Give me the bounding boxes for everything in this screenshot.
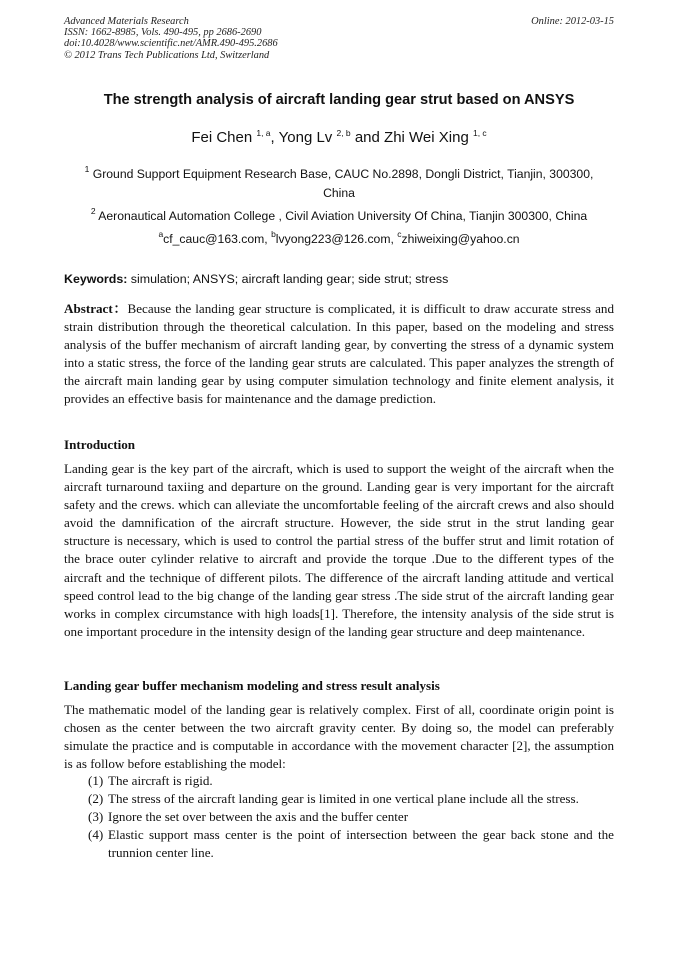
introduction-paragraph: Landing gear is the key part of the aircraft, which is used to support the weight of the aircraft when the aircraft turnaround taxiing and departure on the ground. Landing gear is very important for the aircraft safety and the crews. which can alleviate the uncomfortable feeling of the aircraft crews and also should avoid the damnification of the aircraft structure. However, the side strut in the strut landing gear structure is necessary, which is used to control the partial stress of the buffer strut and limit rotation of the brace outer cylinder relative to aircraft and provide the torque .Due to the different types of the aircraft and the technique of different pilots. The difference of the aircraft landing attitude and vertical speed control lead to the big change of the landing gear stress .The side strut of the aircraft landing gear works in complex circumstance with high loads[1]. Therefore, the intensity analysis of the side strut is one important procedure in the intensity design of the landing gear structure and deep maintenance. [64, 461, 614, 639]
email-marker: c [397, 229, 402, 239]
list-text: The stress of the aircraft landing gear is limited in one vertical plane include all the stress. [108, 791, 579, 807]
journal-name: Advanced Materials Research [64, 16, 189, 27]
list-item [88, 790, 614, 808]
author-separator: , [270, 129, 279, 146]
list-number: (3) [88, 809, 104, 825]
list-number: (2) [88, 791, 104, 807]
keywords [64, 272, 624, 286]
affiliation-marker: 1 [84, 164, 90, 174]
abstract-label: Abstract： [64, 301, 128, 316]
author-name: Fei Chen [191, 129, 253, 146]
author-affiliation-marker: 1, c [472, 128, 487, 138]
list-text: Elastic support mass center is the point of intersection between the gear back stone and the trunnion center line. [108, 827, 614, 861]
affiliation-2 [40, 207, 638, 226]
keywords-label: Keywords: [64, 272, 128, 286]
journal-header [64, 16, 364, 61]
email-address[interactable]: cf_cauc@163.com, [163, 232, 272, 246]
affiliation-text: Aeronautical Automation College , Civil Aviation University Of China, Tianjin 300300, China [98, 209, 588, 223]
online-date: Online: 2012-03-15 [531, 16, 614, 27]
keywords-text: simulation; ANSYS; aircraft landing gear; side strut; stress [127, 272, 449, 286]
section-heading-introduction: Introduction [64, 437, 136, 452]
email-address[interactable]: lvyong223@126.com, [275, 232, 398, 246]
list-number: (4) [88, 827, 104, 843]
author-name: Yong Lv [278, 129, 333, 146]
email-marker: a [158, 229, 164, 239]
email-address[interactable]: zhiweixing@yahoo.cn [401, 232, 520, 246]
abstract-text: Because the landing gear structure is complicated, it is difficult to draw accurate stress and strain distribution through the theoretical calculation. In this paper, based on the modeling and stress analysis of the buffer mechanism of aircraft landing gear, by converting the stress of a dynamic system into a static stress, the force of the landing gear struts are calculated. This paper analyzes the strength of the aircraft main landing gear by using computer simulation technology and finite element analysis, it provides an effective basis for maintenance and the damage prediction. [64, 301, 614, 407]
author-affiliation-marker: 1, a [256, 128, 271, 138]
author-list [40, 129, 638, 146]
modeling-paragraph: The mathematic model of the landing gear is relatively complex. First of all, coordinate origin point is chosen as the center between the two aircraft gravity center. By doing so, the model can preferably simulate the practice and is computable in accordance with the movement character [2], the assumption is as follow before establishing the model: [64, 702, 614, 772]
list-item [88, 772, 614, 790]
list-item [88, 826, 614, 862]
paper-title: The strength analysis of aircraft landing gear strut based on ANSYS [103, 92, 575, 108]
author-affiliation-marker: 2, b [336, 128, 351, 138]
affiliation-text: Ground Support Equipment Research Base, CAUC No.2898, Dongli District, Tianjin, 300300, China [92, 167, 594, 200]
email-marker: b [271, 229, 276, 239]
list-item [88, 808, 614, 826]
list-number: (1) [88, 773, 104, 788]
email-list [40, 229, 638, 246]
issn-line: ISSN: 1662-8985, Vols. 490-495, pp 2686-2690 [64, 27, 262, 39]
doi-line[interactable]: doi:10.4028/www.scientific.net/AMR.490-495.2686 [64, 38, 278, 50]
affiliation-1 [70, 165, 608, 202]
author-separator: and [350, 129, 385, 146]
affiliation-marker: 2 [90, 206, 96, 216]
section-heading-modeling: Landing gear buffer mechanism modeling and stress result analysis [64, 678, 440, 693]
copyright-line: © 2012 Trans Tech Publications Ltd, Switzerland [64, 49, 270, 61]
abstract [64, 300, 614, 409]
list-text: The aircraft is rigid. [108, 773, 213, 788]
assumption-list [88, 772, 614, 862]
author-name: Zhi Wei Xing [384, 129, 469, 146]
list-text: Ignore the set over between the axis and the buffer center [108, 809, 409, 825]
